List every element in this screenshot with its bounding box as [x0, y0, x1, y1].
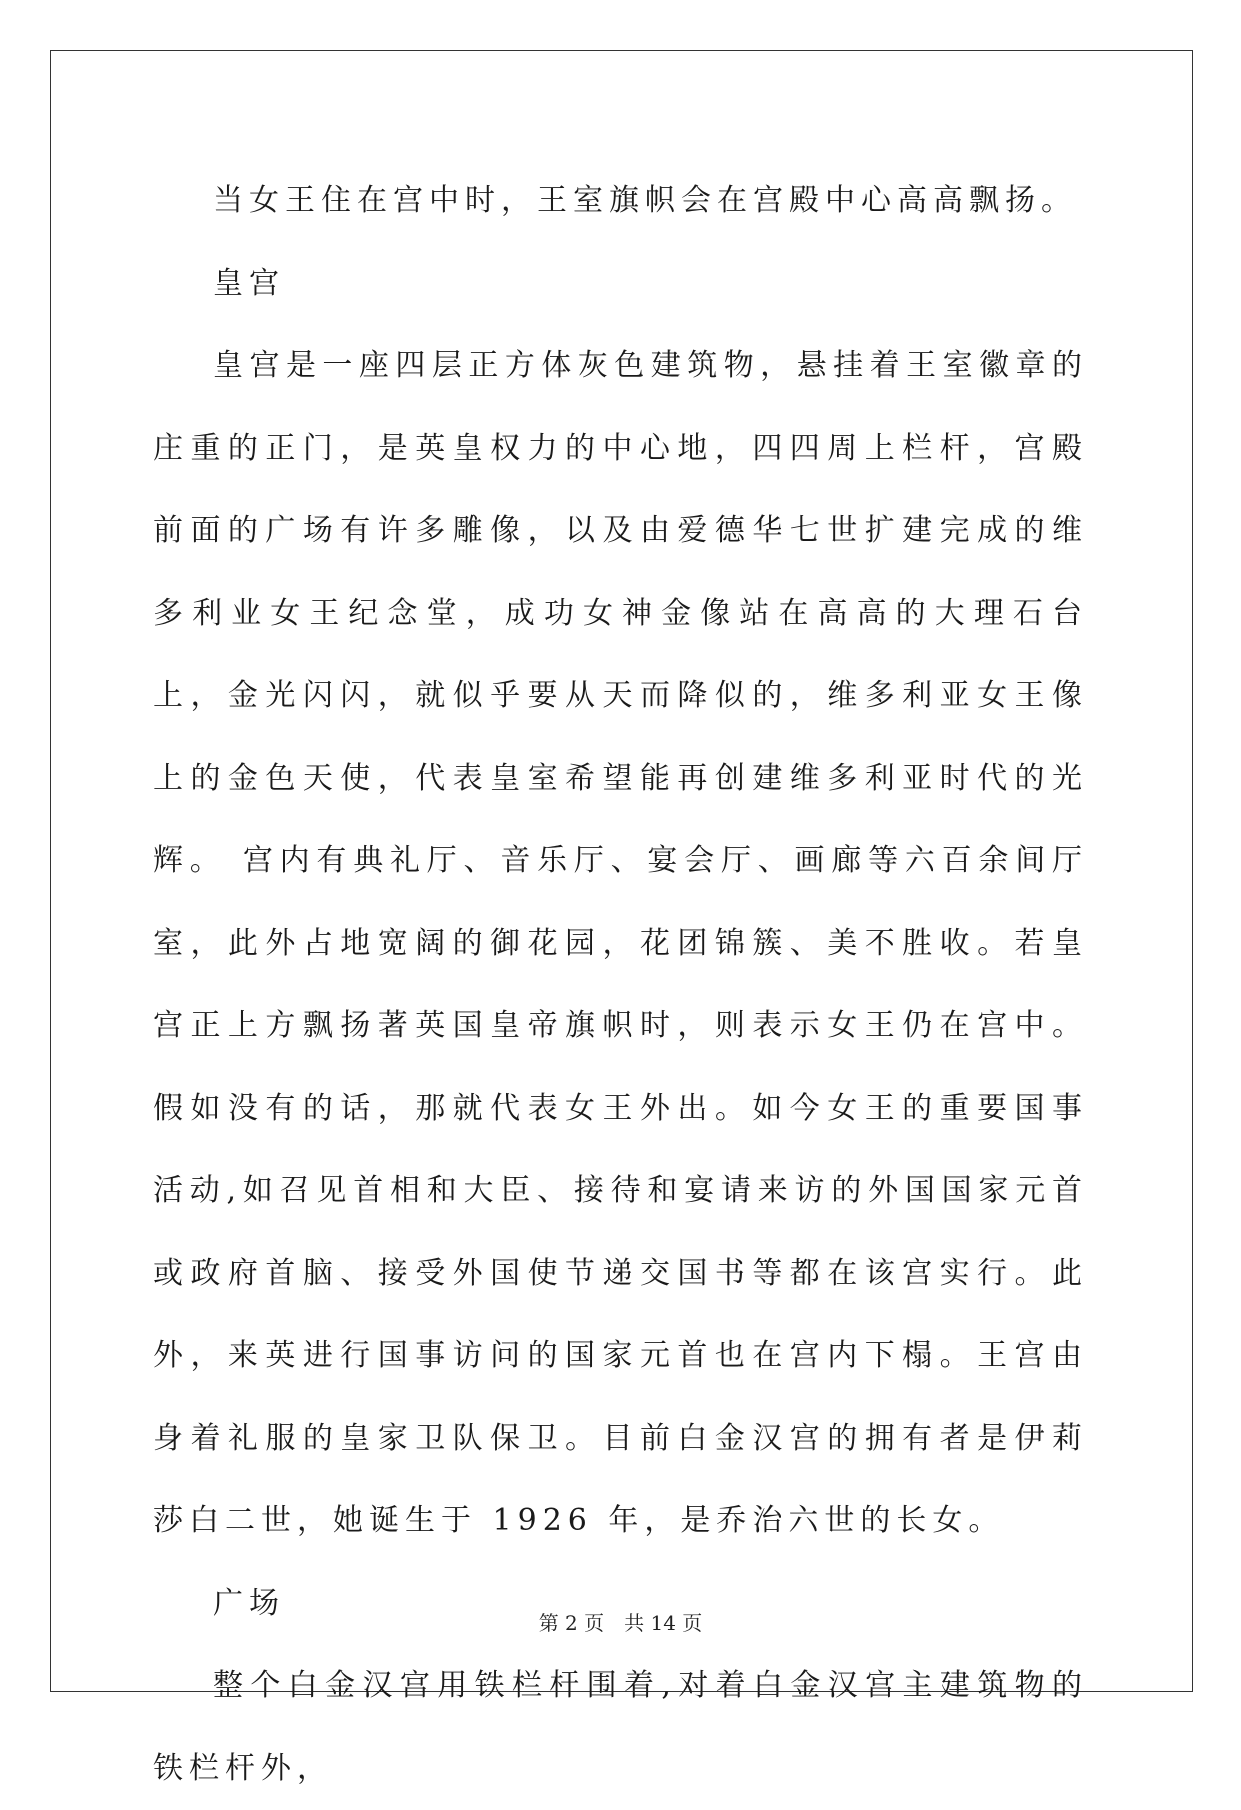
document-body: [153, 160, 1088, 1810]
paragraph-1: 当女王住在宫中时，王室旗帜会在宫殿中心高高飘扬。: [213, 183, 1077, 218]
paragraph-2: 皇宫是一座四层正方体灰色建筑物，悬挂着王室徽章的庄重的正门，是英皇权力的中心地，四四周上栏杆，宫殿前面的广场有许多雕像，以及由爱德华七世扩建完成的维多利业女王纪念堂，成功女神金像站在高高的大理石台上，金光闪闪，就似乎要从天而降似的，维多利亚女王像上的金色天使，代表皇室希望能再创建维多利亚时代的光辉。 宫内有典礼厅、音乐厅、宴会厅、画廊等六百余间厅室，此外占地宽阔的御花园，花团锦簇、美不胜收。若皇宫正上方飘扬著英国皇帝旗帜时，则表示女王仍在宫中。假如没有的话，那就代表女王外出。如今女王的重要国事活动,如召见首相和大臣、接待和宴请来访的外国国家元首或政府首脑、接受外国使节递交国书等都在该宫实行。此外，来英进行国事访问的国家元首也在宫内下榻。王宫由身着礼服的皇家卫队保卫。目前白金汉宫的拥有者是伊莉莎白二世，她诞生于 1926 年，是乔治六世的长女。: [153, 348, 1088, 1538]
section-heading-square: 广场: [213, 1585, 285, 1621]
page-footer: 第 2 页 共 14 页: [538, 1611, 703, 1635]
section-heading-palace: 皇宫: [213, 265, 285, 301]
paragraph-3: 整个白金汉宫用铁栏杆围着,对着白金汉宫主建筑物的铁栏杆外，: [153, 1668, 1088, 1786]
